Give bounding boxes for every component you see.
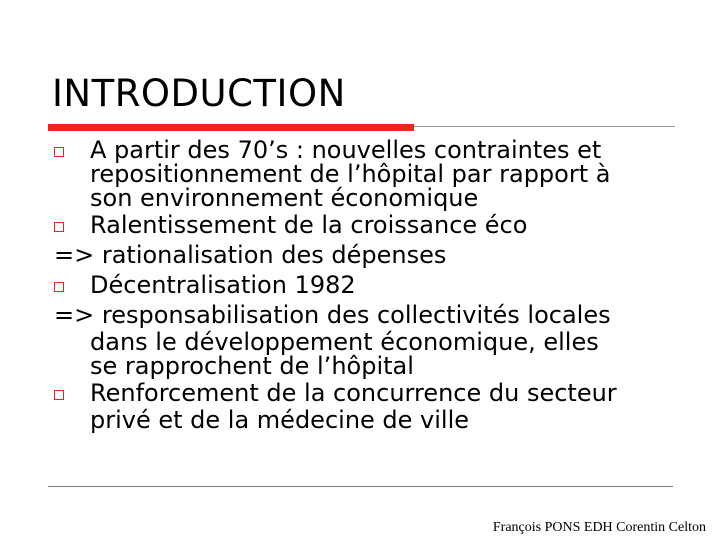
arrow-line [50, 240, 680, 270]
arrow-text: dans le développement économique, elles [90, 328, 599, 356]
title-underline-rule [414, 126, 675, 127]
arrow-text: => rationalisation des dépenses [54, 241, 447, 269]
bullet-text: privé et de la médecine de ville [90, 406, 470, 434]
bullet-item [50, 210, 680, 240]
bullet-item [50, 138, 680, 162]
title-underline-accent [48, 124, 414, 131]
footer-credit: François PONS EDH Corentin Celton [492, 520, 706, 535]
arrow-text: => responsabilisation des collectivités locales [54, 301, 611, 329]
bullet-text: Décentralisation 1982 [90, 271, 356, 299]
footer-rule [48, 486, 673, 487]
bullet-item [50, 270, 680, 300]
square-bullet-icon [54, 282, 64, 292]
arrow-continuation [50, 354, 680, 378]
bullet-continuation [50, 162, 680, 186]
bullet-text: Ralentissement de la croissance éco [90, 211, 528, 239]
bullet-text: repositionnement de l’hôpital par rapport à [90, 160, 611, 188]
bullet-text: son environnement économique [90, 184, 479, 212]
arrow-text: se rapprochent de l’hôpital [90, 352, 414, 380]
bullet-continuation [50, 186, 680, 210]
arrow-line [50, 300, 680, 330]
bullet-item [50, 378, 680, 408]
arrow-continuation [50, 330, 680, 354]
slide-body [50, 138, 680, 432]
bullet-continuation [50, 408, 680, 432]
bullet-text: Renforcement de la concurrence du secteur [90, 379, 617, 407]
slide-title: INTRODUCTION [52, 72, 346, 115]
square-bullet-icon [54, 222, 64, 232]
square-bullet-icon [54, 147, 64, 157]
bullet-text: A partir des 70’s : nouvelles contraintes et [90, 136, 602, 164]
square-bullet-icon [54, 390, 64, 400]
